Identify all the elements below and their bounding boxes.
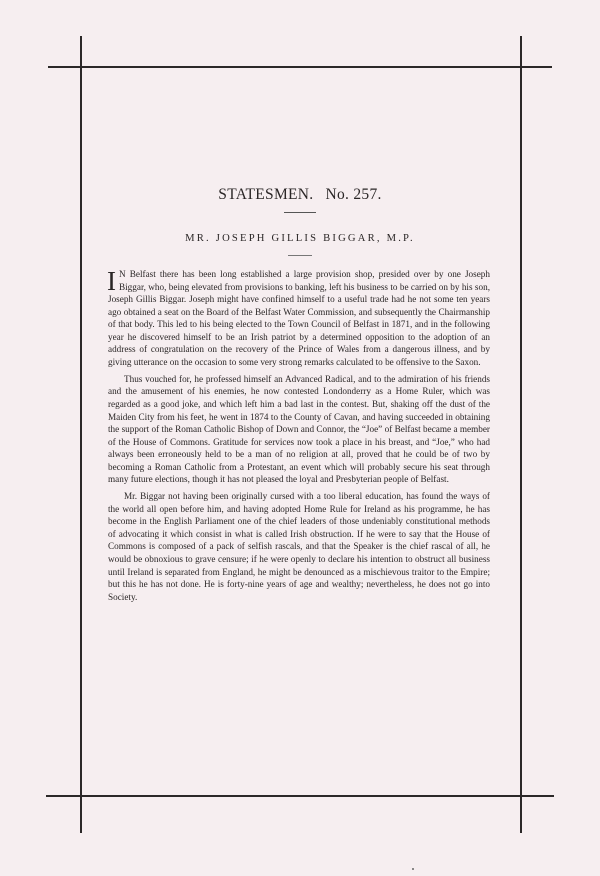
title-text: STATESMEN.: [218, 186, 314, 203]
subject-name: MR. JOSEPH GILLIS BIGGAR, M.P.: [185, 233, 415, 244]
article-paragraph-3: Mr. Biggar not having been originally cursed with a too liberal education, has found the ways of the world all open before him, and having adopted Home Rule for Ireland as his programme, he has become in the English Parliament one of the chief leaders of those undeniably constitutional methods of advocating it which consist in what is called Irish obstruction. If he were to say that the House of Commons is composed of a pack of selfish rascals, and that the Speaker is the chief rascal of all, he would be obnoxious to grave censure; if he were openly to declare his intention to obstruct all business until Ireland is separated from England, he might be denounced as a mischievous traitor to the Empire; but this he has not done. He is forty-nine years of age and wealthy; nevertheless, he does not go into Society.: [108, 491, 490, 602]
page-title: [0, 186, 600, 204]
drop-cap: I: [107, 266, 116, 296]
title-number: No. 257.: [325, 186, 382, 203]
title-divider: [284, 212, 316, 213]
border-bottom-rule: [46, 795, 554, 797]
subject-divider: [288, 255, 312, 256]
page-speck: [412, 868, 414, 870]
border-left-rule: [80, 36, 82, 833]
article-body: [108, 268, 490, 608]
border-right-rule: [520, 36, 522, 833]
article-paragraph-1: [108, 268, 490, 368]
paragraph-1-text: N Belfast there has been long established a large provision shop, presided over by one Joseph Biggar, who, being elevated from provisions to banking, left his business to be carried on by his son, Joseph Gillis Biggar. Joseph might have confined himself to a useful trade had he not some ten years ago obtained a seat on the Board of the Belfast Water Commission, and subsequently the Chairmanship of that body. This led to his being elected to the Town Council of Belfast in 1871, and in the following year he discovered himself to be an Irish patriot by a determined opposition to the adoption of an address of congratulation on the recovery of the Prince of Wales from a dangerous illness, and by giving utterance on the occasion to some very strong remarks calculated to be offensive to the Saxon.: [108, 269, 490, 367]
border-top-rule: [48, 66, 552, 68]
article-paragraph-2: Thus vouched for, he professed himself an Advanced Radical, and to the admiration of his friends and the amusement of his enemies, he now contested Londonderry as a Home Ruler, which was regarded as a good joke, and which left him a bad last in the contest. But, shaking off the dust of the Maiden City from his feet, he went in 1874 to the County of Cavan, and having succeeded in obtaining the support of the Roman Catholic Bishop of Down and Connor, the “Joe” of Belfast became a member of the House of Commons. Gratitude for services now took a place in his breast, and “Joe,” who had always been erroneously held to be a man of no religion at all, proved that he could be of two by becoming a Roman Catholic from a Protestant, an event which will probably secure his seat through many future elections, though it has not pleased the loyal and Presbyterian people of Belfast.: [108, 373, 490, 485]
